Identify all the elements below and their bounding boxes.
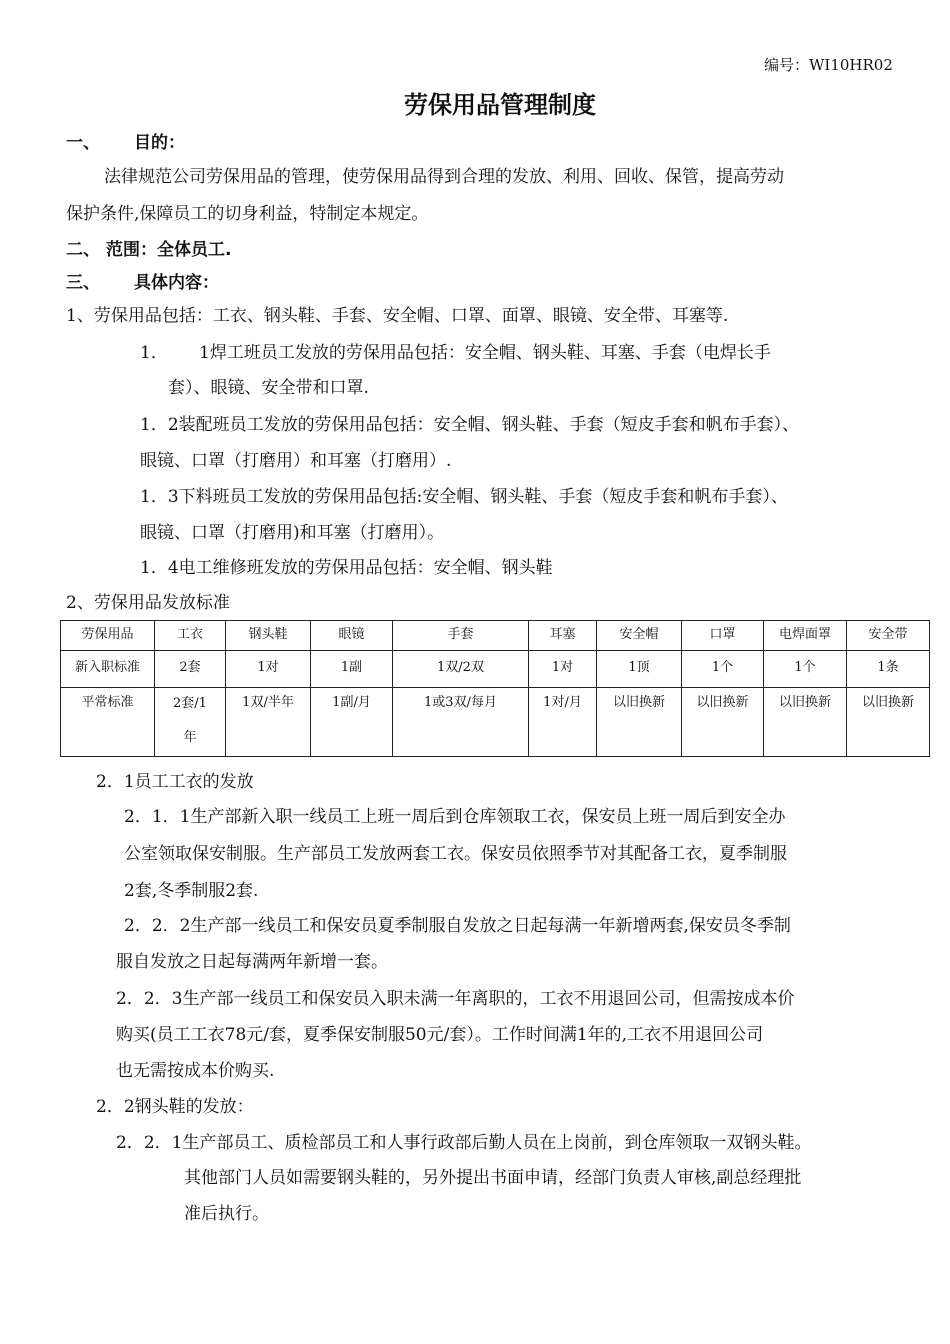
table-header-cell: 耳塞 (529, 621, 597, 651)
table-row-normal (61, 688, 930, 757)
item2-2-2-line1: 2．2．2生产部一线员工和保安员夏季制服自发放之日起每满一年新增两套,保安员冬季制 (124, 916, 791, 936)
table-cell: 1副/月 (311, 688, 393, 757)
table-cell: 1对 (226, 651, 311, 688)
section1-number: 一、 (66, 133, 100, 153)
table-header-cell: 手套 (393, 621, 529, 651)
item2-2-3-line3: 也无需按成本价购买. (116, 1061, 275, 1081)
item1-2-line1: 1．2装配班员工发放的劳保用品包括：安全帽、钢头鞋、手套（短皮手套和帆布手套）、 (140, 415, 800, 435)
item2-2-1-line2: 其他部门人员如需要钢头鞋的，另外提出书面申请，经部门负责人审核,副总经理批 (184, 1168, 802, 1188)
table-header-cell: 工衣 (155, 621, 226, 651)
item2-1-heading: 2．1员工工衣的发放 (96, 772, 254, 792)
item2-1-1-line1: 2．1．1生产部新入职一线员工上班一周后到仓库领取工衣，保安员上班一周后到安全办 (124, 807, 786, 827)
table-cell: 以旧换新 (682, 688, 764, 757)
table-header-cell: 安全帽 (597, 621, 682, 651)
table-header-cell: 钢头鞋 (226, 621, 311, 651)
table-cell: 1条 (847, 651, 930, 688)
table-cell: 1或3双/每月 (393, 688, 529, 757)
item1-3-line2: 眼镜、口罩（打磨用)和耳塞（打磨用）。 (140, 523, 445, 543)
table-cell: 1副 (311, 651, 393, 688)
item2-heading: 2、劳保用品发放标准 (66, 593, 230, 613)
document-number: 编号：WI10HR02 (764, 56, 893, 74)
table-cell: 1个 (682, 651, 764, 688)
table-cell: 1双/半年 (226, 688, 311, 757)
table-row-new-hire (61, 651, 930, 688)
ppe-standard-table (60, 620, 930, 757)
item1-2-line2: 眼镜、口罩（打磨用）和耳塞（打磨用）. (140, 451, 452, 471)
item2-2-3-line2: 购买(员工工衣78元/套，夏季保安制服50元/套）。工作时间满1年的,工衣不用退回公司 (116, 1025, 764, 1045)
item2-2-heading: 2．2钢头鞋的发放： (96, 1097, 254, 1117)
table-cell: 2套 (155, 651, 226, 688)
section1-heading: 目的： (134, 133, 185, 153)
item1-1-number: 1． (140, 343, 168, 363)
item1-1-line2: 套）、眼镜、安全带和口罩. (168, 378, 369, 398)
table-header-cell: 劳保用品 (61, 621, 155, 651)
table-cell: 新入职标准 (61, 651, 155, 688)
table-cell: 1对/月 (529, 688, 597, 757)
section1-line2: 保护条件,保障员工的切身利益，特制定本规定。 (66, 204, 429, 224)
item1-1-line1: 1焊工班员工发放的劳保用品包括：安全帽、钢头鞋、耳塞、手套（电焊长手 (199, 343, 771, 363)
item2-1-1-line2: 公室领取保安制服。生产部员工发放两套工衣。保安员依照季节对其配备工衣，夏季制服 (124, 844, 787, 864)
section1-line1: 法律规范公司劳保用品的管理，使劳保用品得到合理的发放、利用、回收、保管，提高劳动 (104, 167, 784, 187)
table-cell: 以旧换新 (764, 688, 847, 757)
table-header-cell: 眼镜 (311, 621, 393, 651)
table-cell-text: 2套/1年 (173, 696, 207, 745)
table-cell: 1个 (764, 651, 847, 688)
section2-heading: 范围：全体员工. (106, 240, 232, 260)
table-header-cell: 安全带 (847, 621, 930, 651)
item2-2-1-line3: 准后执行。 (184, 1204, 269, 1224)
table-cell: 以旧换新 (847, 688, 930, 757)
table-cell: 平常标准 (61, 688, 155, 757)
page-title: 劳保用品管理制度 (404, 91, 596, 119)
table-cell (155, 688, 226, 757)
table-header-row (61, 621, 930, 651)
section3-heading: 具体内容： (134, 273, 219, 293)
table-header-cell: 电焊面罩 (764, 621, 847, 651)
table-cell: 1对 (529, 651, 597, 688)
item1-4-text: 1．4电工维修班发放的劳保用品包括：安全帽、钢头鞋 (140, 558, 553, 578)
item2-2-3-line1: 2．2．3生产部一线员工和保安员入职未满一年离职的，工衣不用退回公司，但需按成本价 (116, 989, 795, 1009)
section3-number: 三、 (66, 273, 100, 293)
item2-1-1-line3: 2套,冬季制服2套. (124, 881, 259, 901)
table-header-cell: 口罩 (682, 621, 764, 651)
table-cell: 以旧换新 (597, 688, 682, 757)
item2-2-1-line1: 2．2．1生产部员工、质检部员工和人事行政部后勤人员在上岗前，到仓库领取一双钢头鞋。 (116, 1133, 812, 1153)
item2-2-2-line2: 服自发放之日起每满两年新增一套。 (116, 952, 388, 972)
table-cell: 1顶 (597, 651, 682, 688)
item1-3-line1: 1．3下料班员工发放的劳保用品包括:安全帽、钢头鞋、手套（短皮手套和帆布手套）、 (140, 487, 788, 507)
item1-text: 1、劳保用品包括：工衣、钢头鞋、手套、安全帽、口罩、面罩、眼镜、安全带、耳塞等. (66, 306, 729, 326)
section2-number: 二、 (66, 240, 100, 260)
table-cell: 1双/2双 (393, 651, 529, 688)
